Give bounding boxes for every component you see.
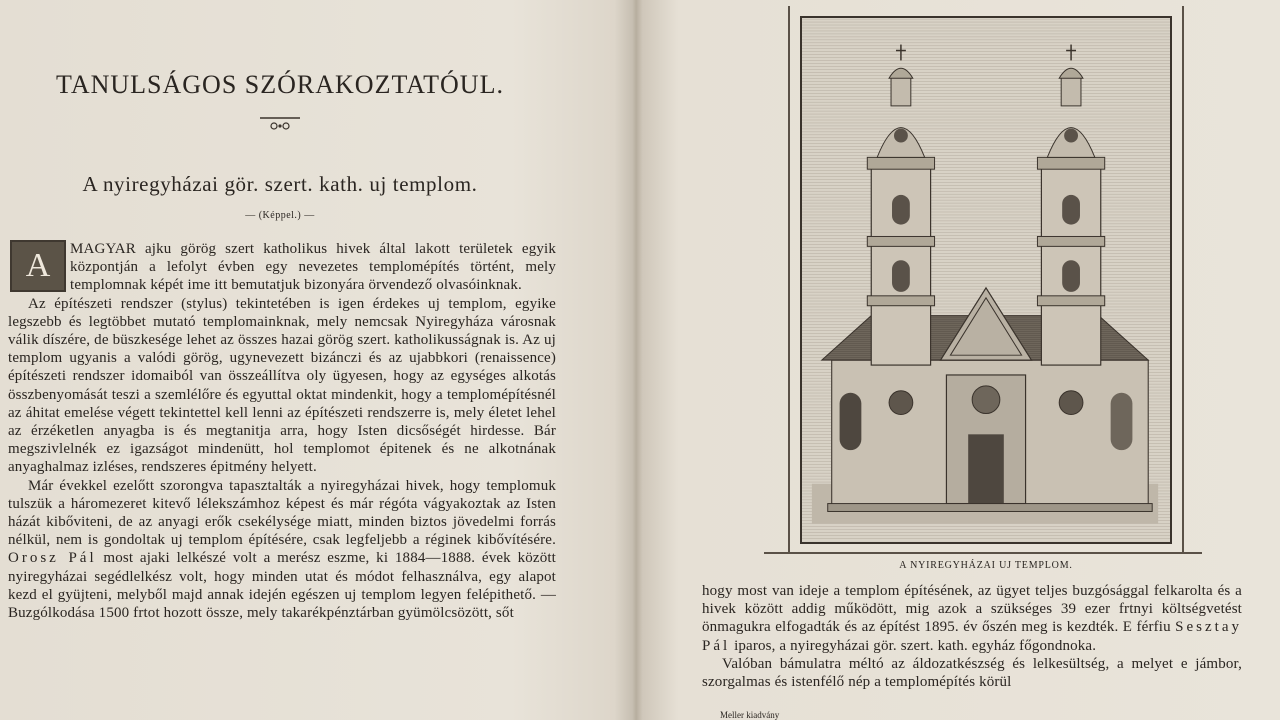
paragraph-valoban: Valóban bámulatra méltó az áldozatkészség és lelkesültség, a melyet e jámbor, szorgalmas és istenfélő nép a templomépítés körül [702,655,1242,691]
footnote: Meller kiadvány [720,710,780,720]
paragraph-3-text-a: Már évekkel ezelőtt szorongva tapasztalták a nyiregyházai hivek, hogy templomuk tulszük a háromezeret kitevő lélekszámhoz képest és már régóta vágyakoztak az Isten házát kibőviteni, de az anyagi erők csekélysége miatt, minden biztos jövedelmi forrás nélkül, nem is gondoltak uj templom építésére, csak legfeljebb a réginek kibővítésére. [8,477,556,549]
paragraph-3 [8,477,556,623]
left-page [0,0,632,720]
illustration-caption: A NYIREGYHÁZAI UJ TEMPLOM. [899,560,1073,571]
illustration-rule [764,552,1202,554]
ornament-icon [260,116,300,132]
paragraph-1-text: MAGYAR ajku görög szert katholikus hivek által lakott területek egyik központján a lefolyt évben egy nevezetes templomépítés történt, mely templomnak képét ime itt bemutatjuk bizonyára örvendező olvasóinknak. [70,241,556,294]
paragraph-2: Az építészeti rendszer (stylus) tekintetében is igen érdekes uj templom, egyike legszebb és legtöbbet mutató templomainknak, mely nemcsak Nyiregyháza városnak válik díszére, de büszkesége lehet az összes hazai görög szert. katholikusságnak is. Az uj templom ugyanis a valódi görög, ugynevezett bizánczi és az ujabbkori (renaissence) építészeti rendszer idomaiból van összeállítva oly ügyesen, hogy az egységes alkotás összbenyomását teszi a szemlélőre és egyuttal oktat mindenkit, hogy a templomépítésnél az áhitat emelése végett tekintettel kell lenni az építészeti rendszerre is, mely életet lehel az érzéketlen anyagba is és megtanitja arra, hogy Isten dicsőségét hirdesse. Bár megszivlelnék ez igazságot mindenütt, hol templomot épitenek és ne alkotnának anyaghalmaz izléses, rendszeres épitmény helyett. [8,295,556,476]
paragraph-continued-text-a: hogy most van ideje a templom építésének, az ügyet teljes buzgósággal felkarolta és a hivek között addig működött, mig azok a szükséges 39 ezer frtnyi költségvetést önmagukra elfogadták és az építést 1895. év őszén meg is kezdték. E férfiu [702,583,1242,636]
article-title: A nyiregyházai gör. szert. kath. uj templom. [82,172,478,196]
paragraph-3-text-b: most ajaki lelkészé volt a merész eszme, ki 1884—1888. évek között nyiregyházai segédlelkész volt, hogy minden utat és módot felhasználva, egy alapot kezd el gyüjteni, melyből majd annak idején egészen uj templom legyen felépithető. — Buzgólkodása 1500 frtot hozott össze, mely takarékpénztárban gyümölcsözött, sőt [8,550,556,622]
person-name-orosz: Orosz Pál [8,550,97,567]
paragraph-1 [8,240,556,295]
paragraph-continued [702,582,1242,655]
person-name-sesztay: Sesztay Pál [702,619,1242,654]
drop-cap: A [10,240,66,292]
article-body-continued [702,582,1242,691]
paragraph-continued-text-b: iparos, a nyiregyházai gör. szert. kath. egyház főgondnoka. [734,637,1097,654]
right-page [640,0,1280,720]
church-engraving-image [800,16,1172,544]
section-title: TANULSÁGOS SZÓRAKOZTATÓUL. [56,70,504,99]
article-body [8,240,556,622]
byline: — (Képpel.) — [245,210,315,221]
